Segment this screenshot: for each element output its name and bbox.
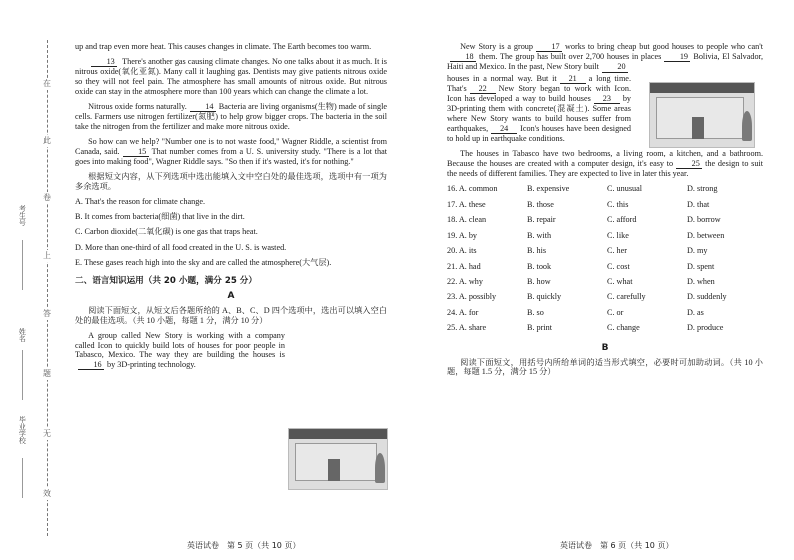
answer-blank: 19 <box>664 53 690 62</box>
cloze-instructions: 阅读下面短文，从短文后各题所给的 A、B、C、D 四个选项中，选出可以填入空白处的最佳选项。（共 10 小题，每题 1 分，满分 10 分） <box>75 305 387 325</box>
paragraph <box>447 42 763 73</box>
answer-blank: 13 <box>91 58 117 67</box>
choice-option: 23. A. possibly <box>447 292 497 302</box>
choice-option: D. between <box>687 230 725 240</box>
choice-option: B. how <box>527 277 551 287</box>
choice-option: 21. A. had <box>447 261 481 271</box>
choice-row <box>447 200 767 215</box>
paragraph-text: A group called New Story is working with a company called Icon to quickly build lots of houses for poor people in Tabasco, Mexico. The way they are building the houses is <box>75 330 285 360</box>
choice-row <box>447 184 767 199</box>
choice-row <box>447 215 767 230</box>
choice-option: B. print <box>527 323 553 333</box>
house-photo <box>649 82 755 148</box>
answer-blank: 25 <box>676 160 702 169</box>
binding-dashed-line <box>47 40 48 536</box>
paragraph <box>75 57 387 97</box>
paragraph-text: So how can we help? "Number one is to not waste food," Wagner Riddle, a scientist from Canada, said. <box>75 137 387 156</box>
choices-table <box>447 184 767 338</box>
paragraph-text: Nitrous oxide forms naturally. <box>88 101 187 111</box>
seal-char: 此 <box>43 136 51 145</box>
paragraph-text: That number comes from a U. S. university study. "There is a lot that goes into making food", Wagner Riddle says. "So then if it's wasted, it's for nothing." <box>75 146 387 167</box>
name-label: 姓名 <box>18 328 27 342</box>
choice-option: B. repair <box>527 215 556 225</box>
choice-option: C. unusual <box>607 184 643 194</box>
option: E. These gases reach high into the sky and are called the atmosphere(大气层). <box>75 257 332 267</box>
choice-option: C. carefully <box>607 292 646 302</box>
choice-option: D. my <box>687 246 708 256</box>
section-title: 二、语言知识运用（共 20 小题，满分 25 分） <box>75 275 257 286</box>
paragraph-text: The houses in Tabasco have two bedrooms, a living room, a kitchen, and a bathroom. Because the houses are created with a computer design, it's easy to <box>447 149 763 169</box>
paragraph-text: a long time. That's <box>447 73 631 93</box>
choice-option: B. his <box>527 246 547 256</box>
name-line <box>22 350 23 400</box>
seal-char: 卷 <box>43 193 51 202</box>
paragraph-text: New Story began to work with Icon. Icon has developed a way to build houses <box>447 84 631 104</box>
choice-row <box>447 292 767 307</box>
choice-option: D. produce <box>687 323 724 333</box>
choice-option: 20. A. its <box>447 246 477 256</box>
choice-option: C. what <box>607 277 633 287</box>
seal-char: 效 <box>43 489 51 498</box>
school-line <box>22 458 23 498</box>
choice-option: D. when <box>687 277 715 287</box>
choice-option: C. her <box>607 246 628 256</box>
seal-char: 无 <box>43 429 51 438</box>
choice-option: B. took <box>527 261 552 271</box>
choice-option: C. or <box>607 307 624 317</box>
choice-option: B. those <box>527 199 554 209</box>
paragraph-text: Icon's houses have been designed to hold up in earthquake conditions. <box>447 124 631 144</box>
instructions: 根据短文内容，从下列选项中选出能填入文中空白处的最佳选项，选项中有一项为多余选项。 <box>75 172 387 191</box>
choice-row <box>447 277 767 292</box>
seal-char: 答 <box>43 309 51 318</box>
choice-option: D. that <box>687 199 710 209</box>
paragraph-text: the design to suit the needs of different families. They are expected to live in later this year. <box>447 159 763 179</box>
page-footer: 英语试卷 第 6 页（共 10 页） <box>560 541 674 550</box>
choice-option: D. as <box>687 307 704 317</box>
choice-option: B. with <box>527 230 552 240</box>
paragraph-text: them. The group has built over 2,700 houses in places <box>479 52 662 62</box>
choice-option: 19. A. by <box>447 230 478 240</box>
option: D. More than one-third of all food created in the U. S. is wasted. <box>75 242 287 252</box>
answer-blank: 16 <box>78 361 104 370</box>
answer-blank: 23 <box>594 95 620 104</box>
paragraph-text: Bacteria are living organisms(生物) made of single cells. Farmers use nitrogen fertilizer(氮肥) to help grow bigger crops. The bacteria in the soil take the nitrogen from the fertilizer and make more nitrous oxide. <box>75 101 387 131</box>
page-footer: 英语试卷 第 5 页（共 10 页） <box>187 541 301 550</box>
answer-blank: 15 <box>123 148 149 157</box>
house-photo <box>288 428 388 490</box>
paragraph: up and trap even more heat. This causes changes in climate. The Earth becomes too warm. <box>75 42 372 51</box>
paragraph <box>75 331 387 371</box>
binding-margin <box>0 0 62 560</box>
answer-blank: 17 <box>536 43 562 52</box>
answer-blank: 14 <box>190 103 216 112</box>
choice-option: 22. A. why <box>447 277 483 287</box>
choice-option: B. quickly <box>527 292 562 302</box>
choice-option: 25. A. share <box>447 323 487 333</box>
choice-option: C. this <box>607 199 629 209</box>
answer-blank: 24 <box>491 125 517 134</box>
paragraph-text: New Story is a group <box>460 42 533 51</box>
choice-option: B. so <box>527 307 544 317</box>
paragraph-text: by 3D-printing technology. <box>107 360 196 370</box>
page-5-column <box>75 42 387 376</box>
paragraph <box>447 149 763 179</box>
student-id-line <box>22 240 23 290</box>
paragraph-text: by 3D-printing them with concrete(混凝土). Some areas where New Story wants to build houses suffer from earthquakes, <box>447 94 631 134</box>
seal-char: 上 <box>43 251 51 260</box>
choice-option: 17. A. these <box>447 199 486 209</box>
option: A. That's the reason for climate change. <box>75 196 206 206</box>
paragraph-text: houses in a normal way. But it <box>447 73 557 83</box>
answer-blank: 20 <box>602 63 628 72</box>
choice-row <box>447 262 767 277</box>
choice-option: D. strong <box>687 184 718 194</box>
choice-option: 16. A. common <box>447 184 498 194</box>
choice-option: C. like <box>607 230 629 240</box>
choice-row <box>447 308 767 323</box>
choice-option: B. expensive <box>527 184 570 194</box>
paragraph-text: There's another gas causing climate changes. No one talks about it as much. It is nitrous oxide(氧化亚氮). Many call it laughing gas. Dentists may give patients nitrous oxide so they will not feel pain. The atmosphere has small amounts of nitrous oxide. But nitrous oxide can stay in the atmosphere more than 100 years which can change the climate a lot. <box>75 57 387 96</box>
choice-option: 18. A. clean <box>447 215 487 225</box>
choice-row <box>447 246 767 261</box>
choice-option: C. cost <box>607 261 630 271</box>
paragraph-text: Bolivia, El Salvador, Haiti and Mexico. In the past, New Story built <box>447 52 763 72</box>
subsection-a-heading: A <box>227 291 235 302</box>
choice-option: D. suddenly <box>687 292 727 302</box>
choice-option: C. change <box>607 323 640 333</box>
answer-blank: 18 <box>450 53 476 62</box>
paragraph <box>75 102 387 132</box>
choices-body <box>447 184 767 338</box>
choice-option: D. spent <box>687 261 715 271</box>
choice-row <box>447 231 767 246</box>
choice-option: C. afford <box>607 215 637 225</box>
seal-char: 在 <box>43 79 51 88</box>
paragraph-text: works to bring cheap but good houses to people who can't <box>565 42 763 51</box>
subsection-b-heading: B <box>601 342 609 353</box>
school-label: 毕业学校 <box>18 416 27 444</box>
seal-char: 题 <box>43 369 51 378</box>
choice-row <box>447 323 767 338</box>
answer-blank: 21 <box>560 75 586 84</box>
answer-blank: 22 <box>470 85 496 94</box>
student-id-label: 考生号 <box>18 205 27 226</box>
paragraph <box>75 137 387 167</box>
choice-option: D. borrow <box>687 215 721 225</box>
choice-option: 24. A. for <box>447 307 479 317</box>
option: C. Carbon dioxide(二氧化碳) is one gas that traps heat. <box>75 227 258 237</box>
section-b-instructions: 阅读下面短文，用括号内所给单词的适当形式填空，必要时可加助动词。（共 10 小题，每题 1.5 分，满分 15 分） <box>447 357 763 377</box>
option: B. It comes from bacteria(细菌) that live in the dirt. <box>75 212 245 222</box>
